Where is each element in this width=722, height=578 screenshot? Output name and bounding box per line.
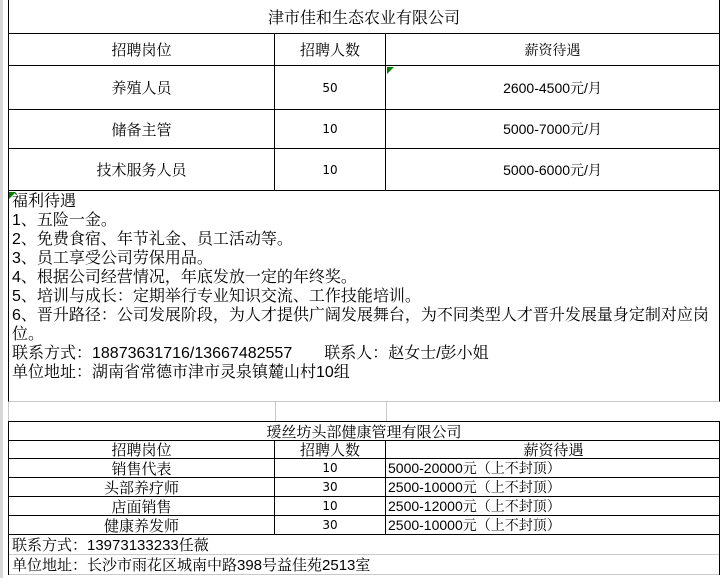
welfare-item: 5、培训与成长：定期举行专业知识交流、工作技能培训。 [12,288,421,305]
company2-contact-line[interactable]: 联系方式：13973133233任薇 [9,535,719,555]
company1-table-body [9,66,719,191]
welfare-title: 福利待遇 [12,193,77,210]
company1-title-cell[interactable]: 津市佳和生态农业有限公司 [9,0,719,34]
table-row [9,516,719,535]
position-cell[interactable]: 健康养发师 [9,516,275,534]
salary-cell[interactable]: 5000-6000元/月 [503,161,602,178]
company2-contact-block [8,535,720,575]
company1-header-row [9,34,719,66]
welfare-item: 3、员工享受公司劳保用品。 [12,250,213,267]
empty-row [8,402,720,421]
count-cell[interactable]: 10 [275,149,386,190]
table-row [9,497,719,516]
welfare-list [12,211,715,344]
position-cell[interactable]: 养殖人员 [9,66,275,109]
table-row [9,149,719,191]
welfare-item: 2、免费食宿、年节礼金、员工活动等。 [12,231,293,248]
header-cell-salary[interactable]: 薪资待遇 [523,442,584,458]
salary-cell[interactable]: 2500-12000元（上不封顶） [388,498,561,514]
position-cell[interactable]: 技术服务人员 [9,149,275,190]
count-cell[interactable]: 10 [275,110,386,148]
company1-table [8,0,720,191]
count-cell[interactable]: 30 [275,516,386,534]
header-cell-salary[interactable]: 薪资待遇 [524,41,581,58]
company2-title-cell[interactable]: 瑷丝坊头部健康管理有限公司 [9,421,719,441]
header-cell-count[interactable]: 招聘人数 [275,441,386,458]
company1-contact-line: 联系方式：18873631716/13667482557 联系人：赵女士/彭小姐 [12,345,489,362]
company1-welfare-cell[interactable] [8,191,720,402]
table-row [9,66,719,110]
salary-cell[interactable]: 2600-4500元/月 [503,79,602,96]
sheet-left-margin [0,0,3,578]
position-cell[interactable]: 店面销售 [9,497,275,515]
sheet-content [8,0,720,575]
welfare-item: 6、晋升路径：公司发展阶段，为人才提供广阔发展舞台，为不同类型人才晋升发展量身定制对应岗位。 [12,307,709,343]
table-row [9,459,719,478]
count-cell[interactable]: 10 [275,497,386,515]
table-row [9,478,719,497]
column-gridline [386,402,387,421]
welfare-item: 1、五险一金。 [12,212,117,229]
salary-cell[interactable]: 5000-7000元/月 [503,121,602,137]
company2-table [8,421,720,535]
company2-header-row [9,441,719,459]
header-cell-count[interactable]: 招聘人数 [275,34,386,65]
position-cell[interactable]: 储备主管 [9,110,275,148]
table-row [9,110,719,149]
salary-cell[interactable]: 5000-20000元（上不封顶） [388,460,561,476]
header-cell-position[interactable]: 招聘岗位 [9,34,275,65]
cell-error-indicator-icon [9,192,16,199]
welfare-item: 4、根据公司经营情况，年底发放一定的年终奖。 [12,269,357,286]
count-cell[interactable]: 50 [275,66,386,109]
position-cell[interactable]: 销售代表 [9,459,275,477]
header-cell-position[interactable]: 招聘岗位 [9,441,275,458]
count-cell[interactable]: 30 [275,478,386,496]
cell-error-indicator-icon [387,67,394,74]
position-cell[interactable]: 头部养疗师 [9,478,275,496]
company2-table-body [9,459,719,535]
column-gridline [275,402,276,421]
salary-cell[interactable]: 2500-10000元（上不封顶） [388,517,561,533]
company2-address-line[interactable]: 单位地址：长沙市雨花区城南中路398号益佳苑2513室 [9,555,719,575]
company1-address-line: 单位地址：湖南省常德市津市灵泉镇麓山村10组 [12,364,350,381]
salary-cell[interactable]: 2500-10000元（上不封顶） [388,479,561,495]
count-cell[interactable]: 10 [275,459,386,477]
